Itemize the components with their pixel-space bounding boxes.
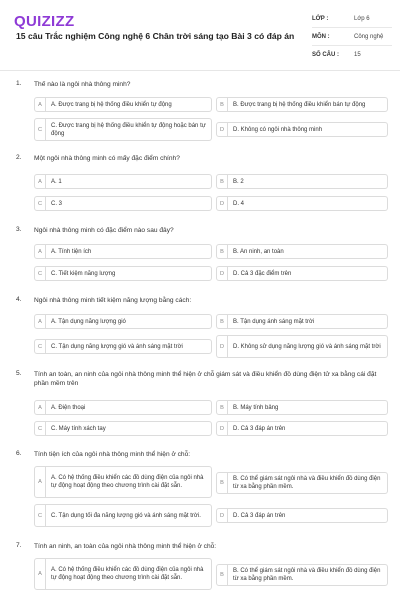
- option-b[interactable]: [216, 174, 388, 189]
- question-text: Tính tiện ích của ngôi nhà thông minh thể hiện ở chỗ:: [34, 451, 191, 458]
- option-letter: C: [35, 422, 46, 435]
- meta-row-count: [312, 46, 392, 63]
- option-letter: D: [217, 509, 228, 522]
- header: [0, 0, 400, 71]
- option-text: D. Cả 3 đáp án trên: [233, 512, 286, 519]
- option-text: B. 2: [233, 178, 244, 185]
- meta-value: 15: [354, 51, 361, 58]
- option-c[interactable]: [34, 504, 212, 527]
- option-letter: B: [217, 315, 228, 328]
- meta-key: SỐ CÂU :: [312, 51, 339, 58]
- option-letter: C: [35, 340, 46, 353]
- option-text: A. Điện thoại: [51, 404, 86, 411]
- option-d[interactable]: [216, 335, 388, 358]
- option-text: A. Tận dụng năng lượng gió: [51, 318, 126, 325]
- option-c[interactable]: [34, 266, 212, 281]
- option-a[interactable]: [34, 400, 212, 415]
- meta-row-class: [312, 10, 392, 28]
- question-text: Ngôi nhà thông minh có đặc điểm nào sau đây?: [34, 227, 174, 234]
- option-text: D. Không có ngôi nhà thông minh: [233, 126, 323, 133]
- option-b[interactable]: [216, 564, 388, 586]
- option-text: B. An ninh, an toàn: [233, 248, 284, 255]
- option-text: B. Tận dụng ánh sáng mặt trời: [233, 318, 315, 325]
- question-number: 1.: [16, 80, 22, 87]
- option-text: D. 4: [233, 200, 245, 207]
- option-letter: B: [217, 473, 228, 493]
- option-letter: A: [35, 245, 46, 258]
- option-text: D. Cả 3 đáp án trên: [233, 425, 286, 432]
- option-letter: A: [35, 175, 46, 188]
- option-text: B. Có thể giám sát ngôi nhà và điều khiển đồ dùng điện từ xa bằng phần mềm.: [233, 568, 381, 582]
- option-text: A. 1: [51, 178, 62, 185]
- option-d[interactable]: [216, 122, 388, 137]
- option-letter: D: [217, 422, 228, 435]
- option-letter: C: [35, 505, 46, 526]
- option-c[interactable]: [34, 339, 212, 354]
- question-3: [0, 226, 400, 286]
- option-text: C. Máy tính xách tay: [51, 425, 106, 432]
- question-1: [0, 80, 400, 140]
- question-number: 2.: [16, 154, 22, 161]
- option-text: C. 3: [51, 200, 63, 207]
- page-title: 15 câu Trắc nghiệm Công nghệ 6 Chân trời sáng tạo Bài 3 có đáp án: [16, 31, 295, 41]
- option-text: A. Được trang bị hệ thống điều khiển tự động: [51, 101, 172, 108]
- meta-key: LỚP :: [312, 15, 329, 22]
- option-d[interactable]: [216, 421, 388, 436]
- option-text: A. Có hệ thống điều khiển các đồ dùng điện của ngôi nhà tự động hoạt động theo chương trình cài đặt sẵn.: [51, 475, 204, 489]
- question-6: [0, 450, 400, 534]
- question-number: 3.: [16, 226, 22, 233]
- meta-key: MÔN :: [312, 33, 330, 40]
- option-letter: A: [35, 559, 46, 589]
- option-a[interactable]: [34, 97, 212, 112]
- question-text: Một ngôi nhà thông minh có mấy đặc điểm chính?: [34, 155, 180, 162]
- option-letter: A: [35, 98, 46, 111]
- option-letter: C: [35, 197, 46, 210]
- question-number: 4.: [16, 296, 22, 303]
- option-d[interactable]: [216, 508, 388, 523]
- option-letter: D: [217, 197, 228, 210]
- meta-row-subject: [312, 28, 392, 46]
- question-number: 7.: [16, 542, 22, 549]
- question-7: [0, 542, 400, 596]
- option-letter: D: [217, 267, 228, 280]
- question-4: [0, 296, 400, 362]
- option-letter: A: [35, 401, 46, 414]
- option-text: D. Không sử dụng năng lượng gió và ánh sáng mặt trời: [233, 343, 381, 350]
- option-c[interactable]: [34, 421, 212, 436]
- option-c[interactable]: [34, 118, 212, 141]
- meta-panel: [312, 10, 392, 63]
- option-b[interactable]: [216, 314, 388, 329]
- option-b[interactable]: [216, 472, 388, 494]
- option-letter: C: [35, 267, 46, 280]
- option-letter: D: [217, 336, 228, 357]
- meta-value: Lớp 6: [354, 15, 370, 22]
- question-text: Ngôi nhà thông minh tiết kiệm năng lượng bằng cách:: [34, 297, 192, 304]
- option-letter: B: [217, 401, 228, 414]
- option-text: A. Có hệ thống điều khiển các đồ dùng điện của ngôi nhà tự động hoạt động theo chương trình cài đặt sẵn.: [51, 567, 204, 581]
- option-letter: A: [35, 467, 46, 497]
- option-a[interactable]: [34, 558, 212, 590]
- option-d[interactable]: [216, 196, 388, 211]
- option-letter: B: [217, 175, 228, 188]
- option-b[interactable]: [216, 400, 388, 415]
- option-text: B. Được trang bị hệ thống điều khiển bán tự động: [233, 101, 366, 108]
- option-text: C. Tận dụng tối đa năng lượng gió và ánh sáng mặt trời.: [51, 512, 201, 519]
- option-text: C. Được trang bị hệ thống điều khiển tự động hoặc bán tự động: [51, 122, 206, 137]
- option-d[interactable]: [216, 266, 388, 281]
- option-letter: B: [217, 245, 228, 258]
- option-letter: B: [217, 565, 228, 585]
- question-5: [0, 370, 400, 440]
- option-a[interactable]: [34, 244, 212, 259]
- option-a[interactable]: [34, 466, 212, 498]
- option-text: C. Tiết kiệm năng lượng: [51, 270, 116, 277]
- question-text: Tính an toàn, an ninh của ngôi nhà thông minh thể hiện ở chỗ giám sát và điều khiển đồ dùng điện tử xa bằng cái đặt phần mềm trên: [34, 371, 377, 387]
- meta-value: Công nghệ: [354, 33, 384, 40]
- option-b[interactable]: [216, 244, 388, 259]
- option-text: B. Máy tính bảng: [233, 404, 279, 411]
- question-text: Tính an ninh, an toàn của ngôi nhà thông minh thể hiện ở chỗ:: [34, 543, 217, 550]
- brand-logo[interactable]: QUIZIZZ: [14, 13, 75, 30]
- question-number: 5.: [16, 370, 22, 377]
- question-2: [0, 154, 400, 214]
- option-a[interactable]: [34, 314, 212, 329]
- option-text: C. Tận dụng năng lượng gió và ánh sáng mặt trời: [51, 343, 183, 350]
- option-letter: D: [217, 123, 228, 136]
- option-text: D. Cả 3 đặc điểm trên: [233, 270, 292, 277]
- option-b[interactable]: [216, 97, 388, 112]
- question-number: 6.: [16, 450, 22, 457]
- option-letter: C: [35, 119, 46, 140]
- option-text: A. Tính tiện ích: [51, 248, 92, 255]
- option-a[interactable]: [34, 174, 212, 189]
- option-letter: A: [35, 315, 46, 328]
- option-c[interactable]: [34, 196, 212, 211]
- question-text: Thế nào là ngôi nhà thông minh?: [34, 81, 131, 88]
- option-letter: B: [217, 98, 228, 111]
- option-text: B. Có thể giám sát ngôi nhà và điều khiển đồ dùng điện từ xa bằng phần mềm.: [233, 476, 381, 490]
